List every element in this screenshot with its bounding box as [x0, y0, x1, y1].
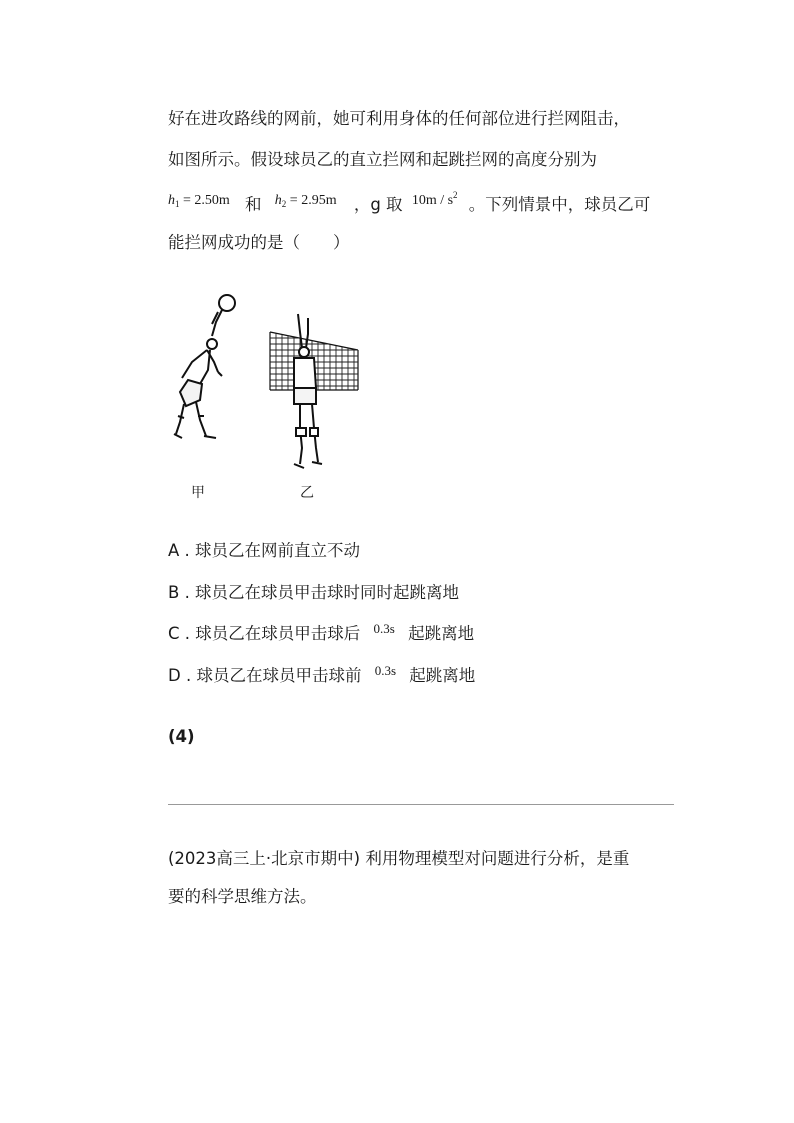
question-line-1: 好在进攻路线的网前，她可利用身体的任何部位进行拦网阻击， [168, 109, 630, 128]
option-c-text: C . 球员乙在球员甲击球后 [168, 624, 361, 643]
option-d [168, 665, 475, 688]
h2-formula: h2 = 2.95m [274, 193, 337, 209]
next-question-line-2: 要的科学思维方法。 [168, 887, 317, 906]
option-c [168, 623, 474, 646]
question-line-4: 能拦网成功的是（ ） [168, 233, 350, 252]
h1-formula: h1 = 2.50m [168, 193, 230, 209]
line3-tail: 。下列情景中，球员乙可 [468, 195, 651, 214]
option-c-time: 0.3s [373, 621, 395, 636]
divider [168, 804, 674, 805]
volleyball-figure [160, 288, 380, 508]
option-c-tail: 起跳离地 [408, 624, 475, 643]
label-jia: 甲 [191, 485, 205, 501]
and-text: 和 [245, 195, 262, 214]
option-d-text: D . 球员乙在球员甲击球前 [168, 666, 362, 685]
option-b: B . 球员乙在球员甲击球时同时起跳离地 [168, 583, 460, 602]
question-line-2: 如图所示。假设球员乙的直立拦网和起跳拦网的高度分别为 [168, 150, 597, 169]
volleyball-illustration [160, 288, 380, 478]
label-yi: 乙 [300, 485, 314, 501]
g-text: ，g 取 [353, 195, 403, 214]
g-value: 10m / s2 [411, 190, 458, 208]
player-jia-icon [174, 310, 222, 438]
player-yi-icon [294, 314, 322, 468]
ball-icon [219, 295, 235, 311]
section-number: (4) [168, 727, 195, 746]
option-a: A . 球员乙在网前直立不动 [168, 541, 361, 560]
question-line-3 [168, 190, 650, 221]
option-d-tail: 起跳离地 [409, 666, 476, 685]
option-d-time: 0.3s [374, 663, 397, 678]
next-question-line-1: (2023高三上·北京市期中) 利用物理模型对问题进行分析，是重 [168, 849, 630, 868]
